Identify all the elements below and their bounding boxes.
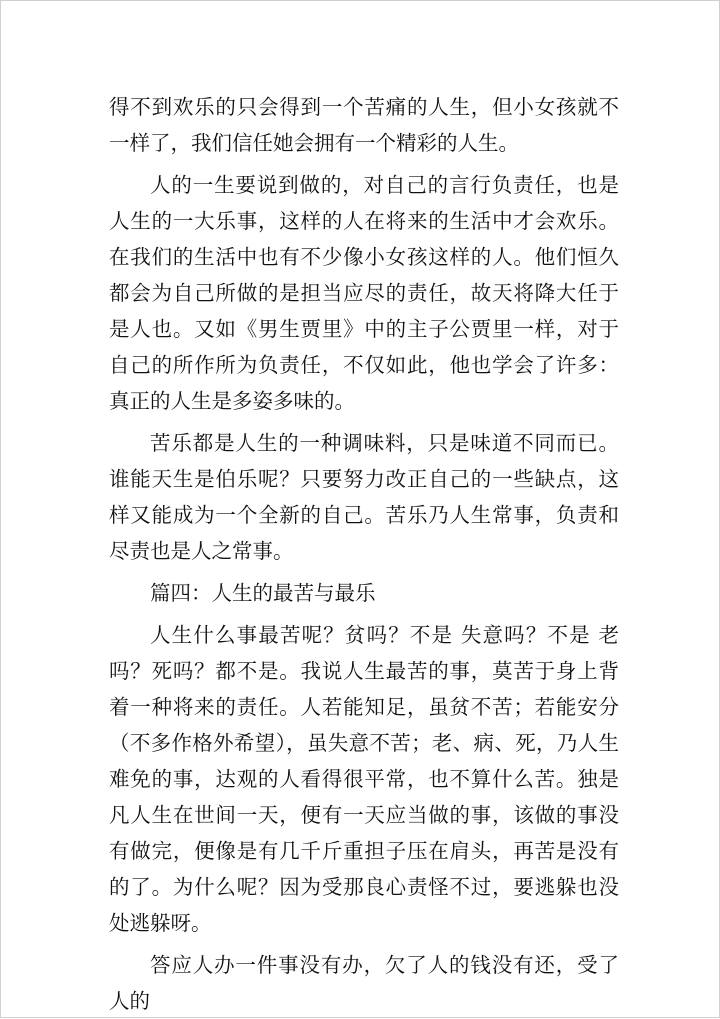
paragraph-most-bitter: 人生什么事最苦呢？贫吗？不是 失意吗？不是 老吗？死吗？都不是。我说人生最苦的事，莫苦于身上背着一种将来的责任。人若能知足，虽贫不苦；若能安分（不多作格外希望），虽失意不苦；老、病、死，乃人生难免的事，达观的人看得很平常，也不算什么苦。独是凡人生在世间一天，便有一天应当做的事，该做的事没有做完，便像是有几千斤重担子压在肩头，再苦是没有的了。为什么呢？因为受那良心责怪不过，要逃躲也没处逃躲呀。: [109, 623, 619, 935]
paragraph-responsibility: 人的一生要说到做的，对自己的言行负责任，也是人生的一大乐事，这样的人在将来的生活中才会欢乐。在我们的生活中也有不少像小女孩这样的人。他们恒久都会为自己所做的是担当应尽的责任，故天将降大任于是人也。又如《男生贾里》中的主子公贾里一样，对于自己的所作所为负责任，不仅如此，他也学会了许多：真正的人生是多姿多味的。: [109, 173, 619, 413]
document-body: [109, 89, 619, 1019]
paragraph-bitter-sweet: 苦乐都是人生的一种调味料，只是味道不同而已。谁能天生是伯乐呢？只要努力改正自己的一些缺点，这样又能成为一个全新的自己。苦乐乃人生常事，负责和尽责也是人之常事。: [109, 431, 619, 563]
section-heading: 篇四：人生的最苦与最乐: [150, 581, 376, 605]
paragraph-promise: 答应人办一件事没有办，欠了人的钱没有还，受了人的: [109, 953, 619, 1013]
paragraph-continuation: 得不到欢乐的只会得到一个苦痛的人生，但小女孩就不一样了，我们信任她会拥有一个精彩的人生。: [109, 95, 619, 155]
